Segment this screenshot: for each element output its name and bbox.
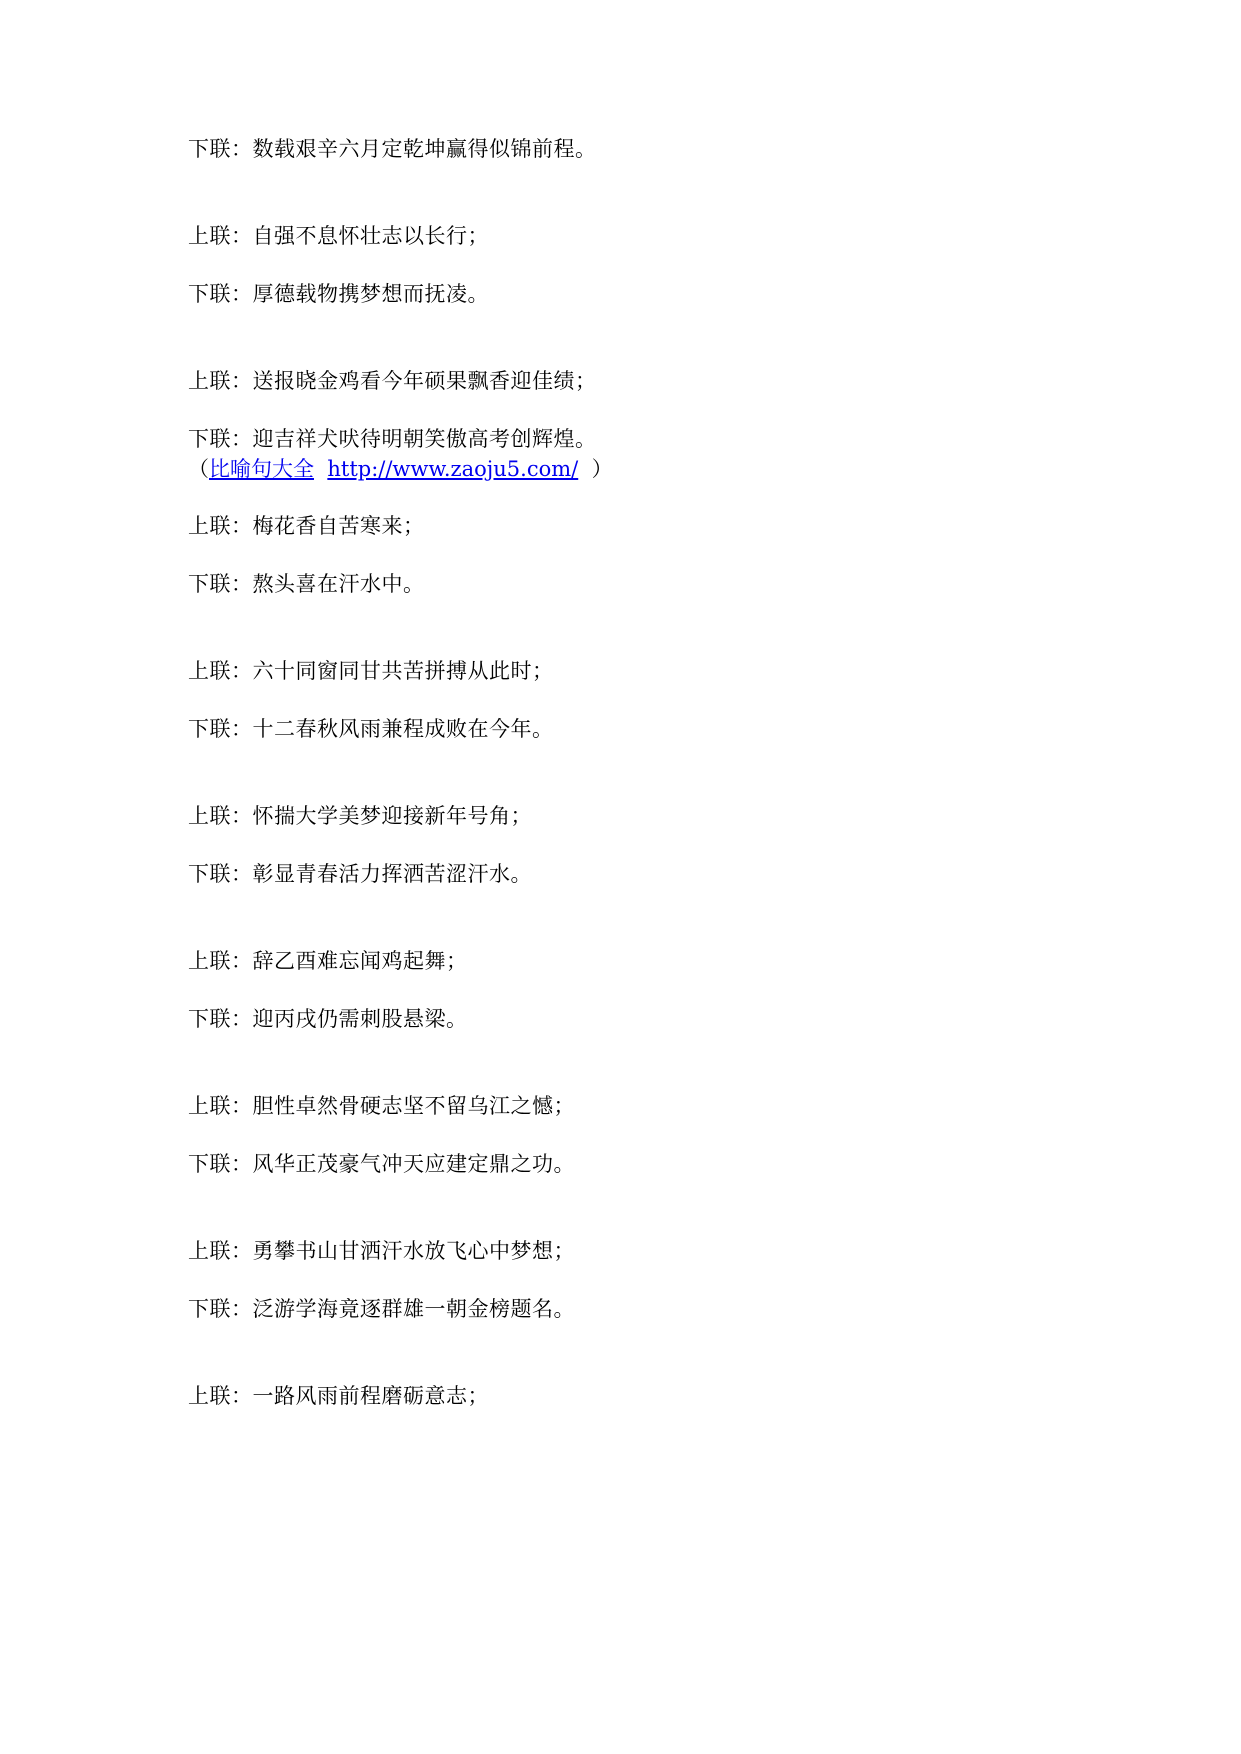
couplet-line: 上联：胆性卓然骨硬志坚不留乌江之憾；: [188, 1094, 575, 1118]
couplet-line: 下联：迎吉祥犬吠待明朝笑傲高考创辉煌。: [188, 427, 597, 451]
couplet-line: 上联：送报晓金鸡看今年硕果飘香迎佳绩；: [188, 369, 597, 393]
couplet-line: 上联：辞乙酉难忘闻鸡起舞；: [188, 949, 468, 973]
couplet-line: 下联：熬头喜在汗水中。: [188, 572, 425, 596]
couplet-line: 下联：十二春秋风雨兼程成败在今年。: [188, 717, 554, 741]
couplet-line: 上联：梅花香自苦寒来；: [188, 514, 425, 538]
source-link-text[interactable]: 比喻句大全: [209, 457, 314, 481]
couplet-line: 下联：数载艰辛六月定乾坤赢得似锦前程。: [188, 137, 597, 161]
couplet-line: 下联：彰显青春活力挥洒苦涩汗水。: [188, 862, 532, 886]
source-note-open: （: [188, 457, 209, 481]
source-note: [188, 455, 613, 483]
couplet-line: 上联：勇攀书山甘洒汗水放飞心中梦想；: [188, 1239, 575, 1263]
couplet-line: 下联：厚德载物携梦想而抚凌。: [188, 282, 489, 306]
source-link-url[interactable]: http://www.zaoju5.com/: [327, 457, 579, 481]
couplet-line: 上联：一路风雨前程磨砺意志；: [188, 1384, 489, 1408]
source-note-close: ）: [591, 457, 613, 481]
couplet-line: 上联：六十同窗同甘共苦拼搏从此时；: [188, 659, 554, 683]
couplet-line: 上联：怀揣大学美梦迎接新年号角；: [188, 804, 532, 828]
couplet-line: 上联：自强不息怀壮志以长行；: [188, 224, 489, 248]
couplet-line: 下联：泛游学海竟逐群雄一朝金榜题名。: [188, 1297, 575, 1321]
couplet-line: 下联：风华正茂豪气冲天应建定鼎之功。: [188, 1152, 575, 1176]
couplet-line: 下联：迎丙戌仍需刺股悬梁。: [188, 1007, 468, 1031]
